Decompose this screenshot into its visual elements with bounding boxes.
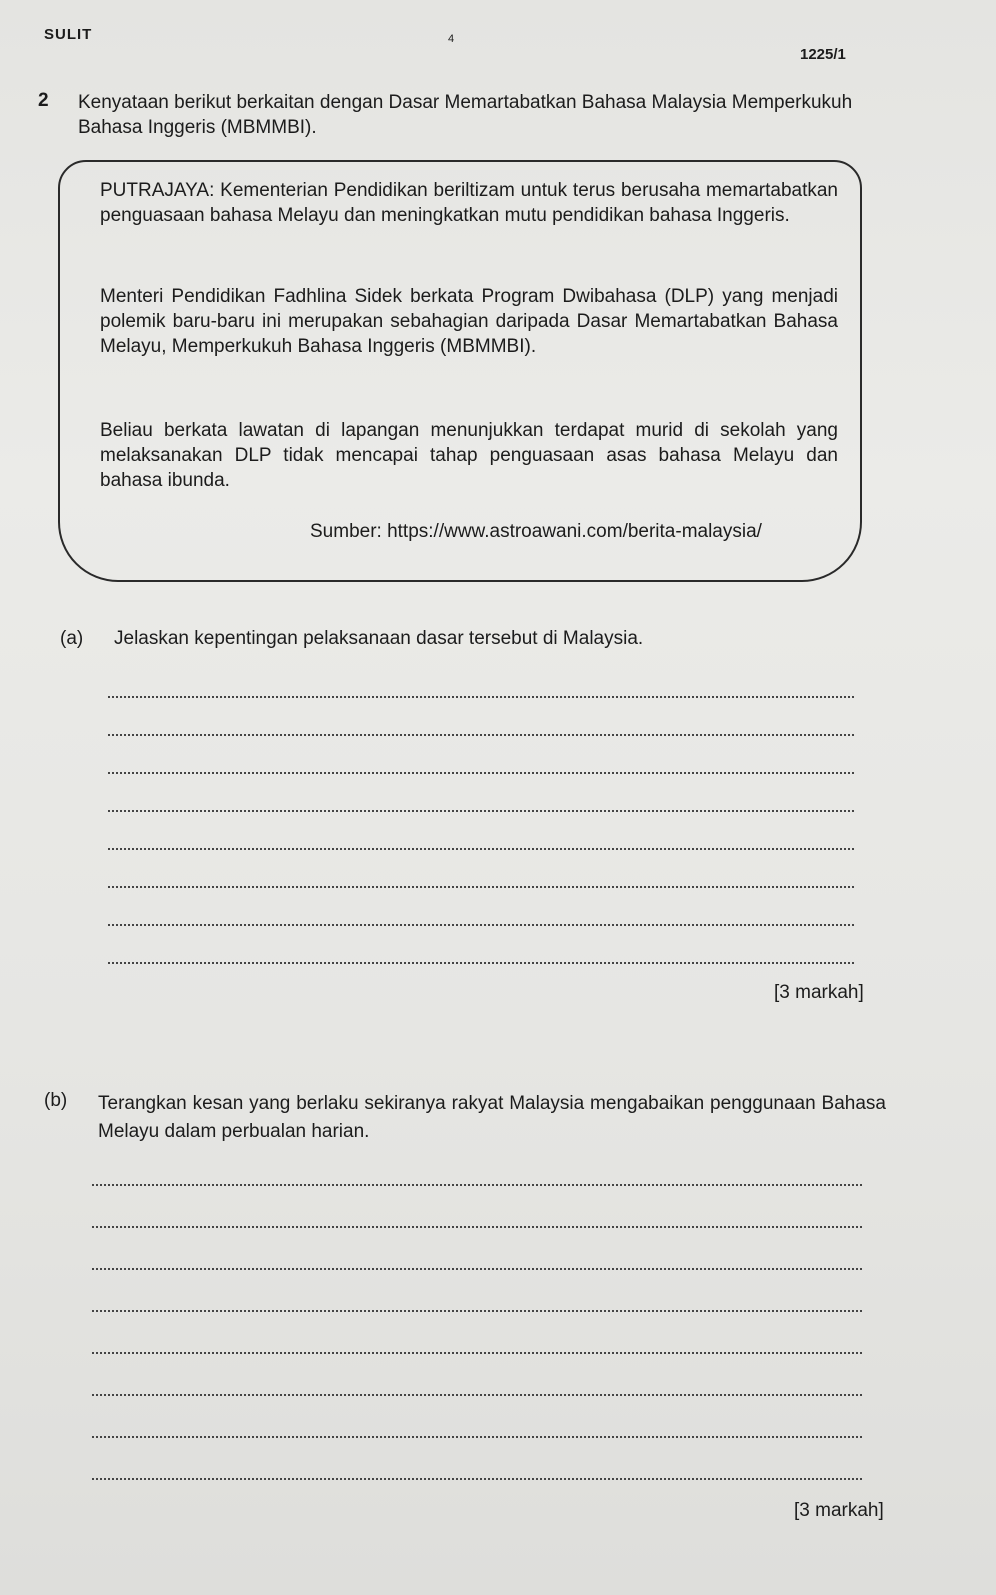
answer-line [92,1310,862,1312]
answer-line [108,886,854,888]
answer-line [92,1226,862,1228]
answer-line [108,924,854,926]
question-number: 2 [38,90,49,111]
part-a-label: (a) [60,628,84,649]
part-a-marks: [3 markah] [774,982,864,1003]
answer-line [108,848,854,850]
answer-line [108,772,854,774]
passage-paragraph-1: PUTRAJAYA: Kementerian Pendidikan beriltizam untuk terus berusaha memartabatkan penguasaan bahasa Melayu dan meningkatkan mutu pendidikan bahasa Inggeris. [100,180,838,226]
answer-line [92,1436,862,1438]
answer-line [108,962,854,964]
answer-line [92,1268,862,1270]
part-b-marks: [3 markah] [794,1500,884,1521]
passage-source: Sumber: https://www.astroawani.com/berita-malaysia/ [310,521,762,542]
paper-code: 1225/1 [800,46,846,63]
part-b-label: (b) [44,1090,68,1111]
answer-line [108,810,854,812]
question-stem: Kenyataan berikut berkaitan dengan Dasar Memartabatkan Bahasa Malaysia Memperkukuh Bahasa Inggeris (MBMMBI). [78,92,853,138]
page-number: 4 [448,33,455,45]
passage-paragraph-3: Beliau berkata lawatan di lapangan menunjukkan terdapat murid di sekolah yang melaksanakan DLP tidak mencapai tahap penguasaan asas bahasa Melayu dan bahasa ibunda. [100,420,838,491]
answer-line [108,734,854,736]
part-a-question: Jelaskan kepentingan pelaksanaan dasar tersebut di Malaysia. [114,628,644,649]
part-b-question: Terangkan kesan yang berlaku sekiranya rakyat Malaysia mengabaikan penggunaan Bahasa Melayu dalam perbualan harian. [98,1093,886,1142]
answer-line [92,1184,862,1186]
classification-label: SULIT [44,26,93,43]
answer-line [92,1352,862,1354]
passage-paragraph-2: Menteri Pendidikan Fadhlina Sidek berkata Program Dwibahasa (DLP) yang menjadi polemik baru-baru ini merupakan sebahagian daripada Dasar Memartabatkan Bahasa Melayu, Memperkukuh Bahasa Inggeris (MBMMBI). [100,286,838,357]
answer-line [92,1478,862,1480]
answer-line [92,1394,862,1396]
answer-line [108,696,854,698]
